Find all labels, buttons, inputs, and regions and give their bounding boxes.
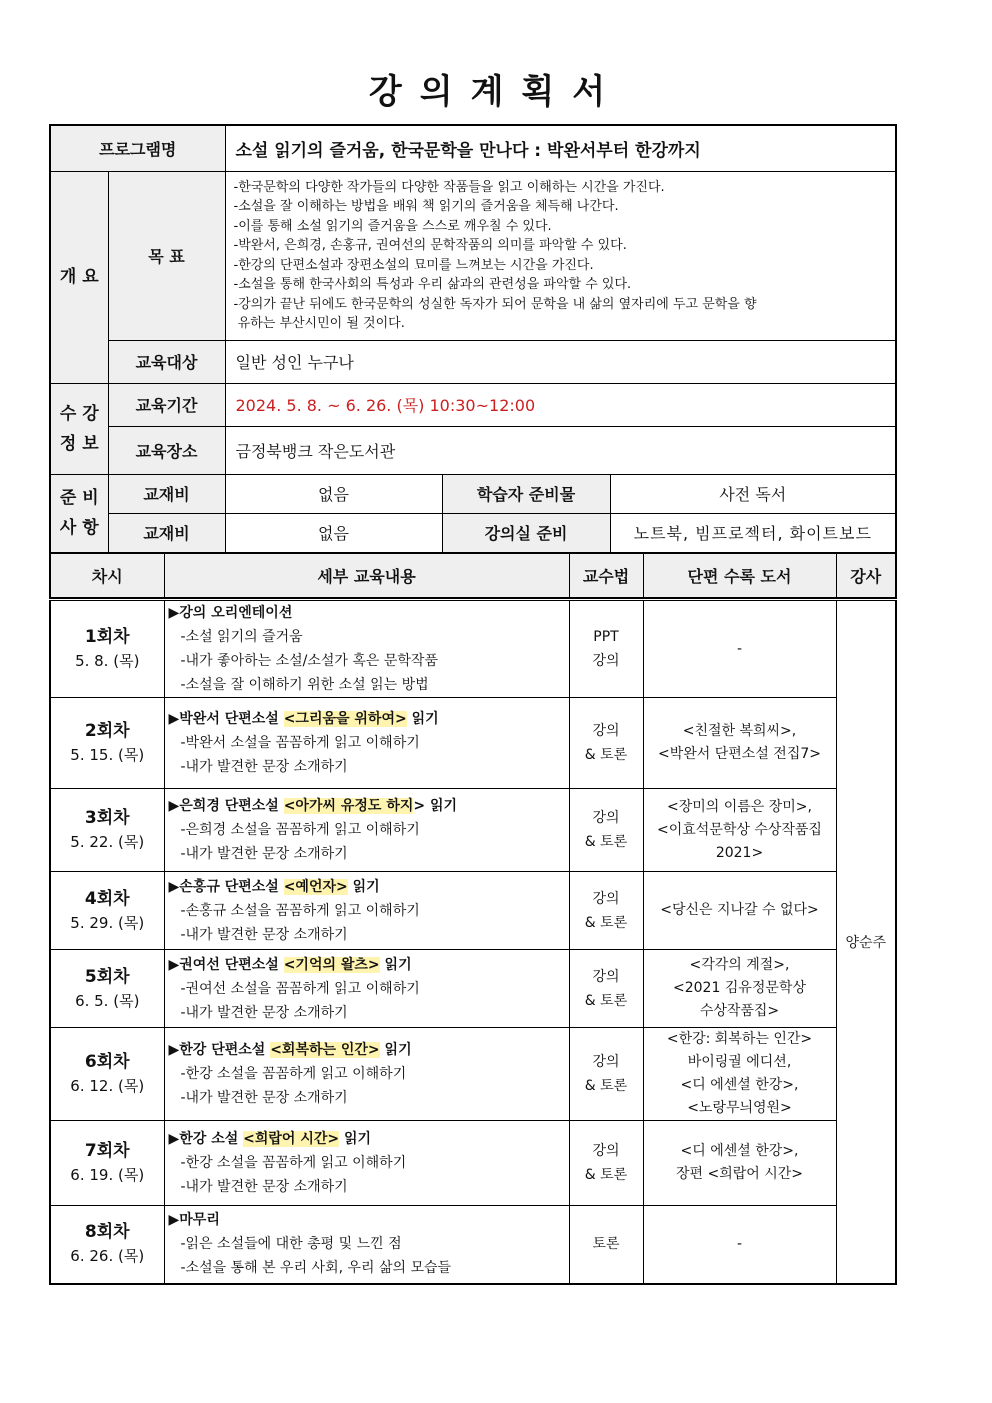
- goal-item: -이를 통해 소설 읽기의 즐거움을 스스로 깨우칠 수 있다.: [233, 218, 552, 234]
- session-cell: [50, 1028, 164, 1121]
- method-line: 토론: [592, 1236, 620, 1253]
- book-line: <디 에센셜 한강>,: [680, 1077, 799, 1093]
- header-books: 단편 수록 도서: [643, 554, 836, 598]
- session-date: 6. 5. (목): [75, 991, 140, 1010]
- book-line: <디 에센셜 한강>,: [680, 1143, 799, 1159]
- work-title: <그리움을 위하여>: [283, 711, 407, 727]
- session-number: 3회차: [84, 808, 130, 828]
- table-row: [50, 1121, 896, 1206]
- session-cell: [50, 872, 164, 950]
- content-item: -내가 발견한 문장 소개하기: [180, 1179, 348, 1195]
- goal-item: -소설을 통해 한국사회의 특성과 우리 삶과의 관련성을 파악할 수 있다.: [233, 277, 632, 292]
- book-line: 장편 <희랍어 시간>: [675, 1166, 804, 1182]
- content-item: -소설 읽기의 즐거움: [180, 629, 303, 645]
- content-cell: [164, 698, 569, 789]
- learner-supplies-label: 학습자 준비물: [442, 474, 610, 513]
- session-cell: [50, 600, 164, 698]
- session-cell: [50, 789, 164, 872]
- session-cell: [50, 950, 164, 1028]
- method-cell: [569, 872, 643, 950]
- material-fee-value: 없음: [225, 474, 442, 513]
- method-line: & 토론: [584, 747, 628, 763]
- heading-suffix: 읽기: [379, 956, 412, 973]
- program-label: 프로그램명: [50, 125, 225, 171]
- content-cell: [164, 1121, 569, 1206]
- method-line: 강의: [592, 1143, 620, 1159]
- session-date: 6. 26. (목): [70, 1247, 145, 1266]
- goal-list: [225, 171, 896, 340]
- method-line: & 토론: [584, 834, 628, 850]
- work-title: <기억의 왈츠>: [283, 956, 380, 973]
- session-number: 4회차: [84, 888, 130, 909]
- heading-suffix: 읽기: [339, 1131, 372, 1147]
- method-cell: [569, 1206, 643, 1284]
- goal-item: -한국문학의 다양한 작가들의 다양한 작품들을 읽고 이해하는 시간을 가진다.: [233, 179, 665, 195]
- heading-text: 한강 단편소설: [179, 1042, 271, 1058]
- heading-text: 권여선 단편소설: [179, 956, 284, 973]
- content-item: -내가 발견한 문장 소개하기: [180, 1090, 348, 1106]
- session-cell: [50, 698, 164, 789]
- method-line: 강의: [592, 968, 620, 985]
- heading-text: 마무리: [179, 1212, 220, 1229]
- prep-label-line: 사 항: [59, 518, 99, 538]
- session-number: 1회차: [84, 627, 130, 647]
- classroom-prep-value: 노트북, 빔프로젝터, 화이트보드: [610, 513, 896, 552]
- session-cell: [50, 1121, 164, 1206]
- session-date: 5. 15. (목): [70, 746, 145, 764]
- book-line: 수상작품집>: [699, 1003, 780, 1019]
- books-cell: [643, 789, 836, 872]
- table-row: [50, 950, 896, 1028]
- content-item: -소설을 잘 이해하기 위한 소설 읽는 방법: [180, 677, 429, 693]
- method-cell: [569, 600, 643, 698]
- header-lecturer: 강사: [836, 554, 896, 598]
- method-cell: [569, 1028, 643, 1121]
- target-value: 일반 성인 누구나: [225, 340, 896, 383]
- page-title: 강의계획서: [368, 72, 624, 112]
- material-fee-value: 없음: [225, 513, 442, 552]
- books-cell: [643, 1121, 836, 1206]
- book-line: <당신은 지나갈 수 없다>: [660, 902, 819, 918]
- content-cell: [164, 600, 569, 698]
- session-number: 7회차: [84, 1141, 130, 1161]
- book-line: 2021>: [715, 844, 764, 861]
- content-item: -읽은 소설들에 대한 총평 및 느낀 점: [180, 1236, 402, 1253]
- table-row: [50, 698, 896, 789]
- session-date: 6. 12. (목): [70, 1077, 145, 1095]
- heading-text: 손홍규 단편소설: [179, 878, 284, 895]
- content-item: -박완서 소설을 꼼꼼하게 읽고 이해하기: [180, 735, 420, 751]
- prep-label: [50, 474, 108, 552]
- content-item: -내가 발견한 문장 소개하기: [180, 1004, 348, 1021]
- content-item: -한강 소설을 꼼꼼하게 읽고 이해하기: [180, 1155, 407, 1171]
- heading-suffix: 읽기: [347, 878, 380, 895]
- enroll-label: [50, 383, 108, 474]
- content-cell: [164, 1206, 569, 1284]
- lecturer-cell: 양순주: [836, 600, 896, 1284]
- method-line: & 토론: [584, 992, 628, 1009]
- content-heading: ▶한강 소설 <희랍어 시간> 읽기: [168, 1131, 372, 1147]
- content-heading: ▶강의 오리엔테이션: [168, 605, 293, 621]
- content-cell: [164, 789, 569, 872]
- header-content: 세부 교육내용: [164, 554, 569, 598]
- program-title: 소설 읽기의 즐거움, 한국문학을 만나다 : 박완서부터 한강까지: [225, 125, 896, 171]
- method-line: 강의: [592, 810, 620, 826]
- session-date: 5. 8. (목): [75, 652, 140, 670]
- classroom-prep-label: 강의실 준비: [442, 513, 610, 552]
- goal-label: 목 표: [108, 171, 225, 340]
- schedule-table: [49, 598, 897, 1285]
- book-line: <박완서 단편소설 전집7>: [658, 746, 821, 762]
- content-item: -내가 발견한 문장 소개하기: [180, 926, 348, 943]
- session-number: 6회차: [84, 1052, 130, 1072]
- place-label: 교육장소: [108, 426, 225, 474]
- method-line: 강의: [592, 653, 620, 669]
- content-heading: ▶박완서 단편소설 <그리움을 위하여> 읽기: [168, 711, 439, 727]
- book-line: <이효석문학상 수상작품집: [657, 821, 822, 838]
- session-number: 5회차: [84, 966, 130, 987]
- work-title: <아가씨 유정도 하지: [283, 798, 414, 814]
- heading-suffix: > 읽기: [413, 798, 458, 814]
- content-item: -한강 소설을 꼼꼼하게 읽고 이해하기: [180, 1066, 407, 1082]
- table-row: [50, 872, 896, 950]
- method-cell: [569, 698, 643, 789]
- books-cell: [643, 1206, 836, 1284]
- table-row: [50, 789, 896, 872]
- heading-suffix: 읽기: [379, 1042, 412, 1058]
- content-heading: ▶권여선 단편소설 <기억의 왈츠> 읽기: [168, 956, 412, 973]
- books-cell: [643, 698, 836, 789]
- material-fee-label: 교재비: [108, 513, 225, 552]
- work-title: <예언자>: [283, 878, 348, 895]
- book-line: <노랑무늬영원>: [687, 1100, 792, 1116]
- heading-text: 박완서 단편소설: [179, 711, 284, 727]
- books-cell: [643, 950, 836, 1028]
- book-line: <각각의 계절>,: [689, 957, 790, 973]
- book-line: 바이링궐 에디션,: [687, 1054, 792, 1070]
- book-line: -: [736, 640, 743, 657]
- content-heading: ▶마무리: [168, 1212, 220, 1229]
- content-heading: ▶손홍규 단편소설 <예언자> 읽기: [168, 878, 380, 895]
- session-date: 5. 29. (목): [70, 913, 145, 932]
- content-heading: ▶은희경 단편소설 <아가씨 유정도 하지> 읽기: [168, 798, 458, 814]
- session-number: 8회차: [84, 1222, 130, 1243]
- book-line: <한강: 회복하는 인간>: [666, 1031, 813, 1047]
- work-title: <회복하는 인간>: [270, 1042, 380, 1058]
- method-line: & 토론: [584, 1167, 628, 1183]
- heading-text: 은희경 단편소설: [179, 798, 284, 814]
- session-number: 2회차: [84, 721, 130, 741]
- book-line: -: [736, 1235, 743, 1252]
- method-cell: [569, 789, 643, 872]
- content-item: -내가 발견한 문장 소개하기: [180, 759, 348, 775]
- content-item: -내가 좋아하는 소설/소설가 혹은 문학작품: [180, 653, 438, 669]
- goal-item: -강의가 끝난 뒤에도 한국문학의 성실한 독자가 되어 문학을 내 삶의 옆자리에 두고 문학을 향: [233, 296, 757, 312]
- method-line: 강의: [592, 890, 620, 907]
- table-row: [50, 1028, 896, 1121]
- content-heading: ▶한강 단편소설 <회복하는 인간> 읽기: [168, 1042, 412, 1058]
- enroll-label-line: 정 보: [59, 433, 99, 454]
- goal-item: -소설을 잘 이해하는 방법을 배워 책 읽기의 즐거움을 체득해 나간다.: [233, 199, 619, 214]
- enroll-label-line: 수 강: [59, 403, 99, 424]
- info-table: [49, 124, 897, 553]
- books-cell: [643, 872, 836, 950]
- book-line: <친절한 복희씨>,: [682, 723, 797, 739]
- heading-text: 강의 오리엔테이션: [179, 605, 293, 621]
- session-date: 6. 19. (목): [70, 1166, 145, 1184]
- books-cell: [643, 1028, 836, 1121]
- schedule-header: [49, 553, 897, 598]
- method-cell: [569, 1121, 643, 1206]
- book-line: <장미의 이름은 장미>,: [666, 798, 812, 815]
- content-item: -은희경 소설을 꼼꼼하게 읽고 이해하기: [180, 822, 420, 838]
- method-line: 강의: [592, 1054, 620, 1070]
- content-cell: [164, 1028, 569, 1121]
- content-item: -내가 발견한 문장 소개하기: [180, 846, 348, 862]
- period-value: 2024. 5. 8. ~ 6. 26. (목) 10:30~12:00: [225, 383, 896, 426]
- content-item: -소설을 통해 본 우리 사회, 우리 삶의 모습들: [180, 1260, 452, 1277]
- table-row: [50, 600, 896, 698]
- goal-item: -박완서, 은희경, 손홍규, 권여선의 문학작품의 의미를 파악할 수 있다.: [233, 238, 627, 253]
- book-line: <2021 김유정문학상: [673, 980, 806, 996]
- method-line: PPT: [593, 629, 619, 645]
- table-row: [50, 1206, 896, 1284]
- method-line: 강의: [592, 723, 620, 739]
- session-date: 5. 22. (목): [70, 833, 145, 851]
- content-cell: [164, 872, 569, 950]
- prep-label-line: 준 비: [59, 488, 99, 508]
- method-line: & 토론: [584, 1078, 628, 1094]
- method-line: & 토론: [584, 914, 628, 931]
- method-cell: [569, 950, 643, 1028]
- heading-text: 한강 소설: [179, 1131, 244, 1147]
- target-label: 교육대상: [108, 340, 225, 383]
- header-session: 차시: [50, 554, 164, 598]
- place-value: 금정북뱅크 작은도서관: [225, 426, 896, 474]
- content-item: -권여선 소설을 꼼꼼하게 읽고 이해하기: [180, 980, 420, 997]
- books-cell: [643, 600, 836, 698]
- learner-supplies-value: 사전 독서: [610, 474, 896, 513]
- period-label: 교육기간: [108, 383, 225, 426]
- header-method: 교수법: [569, 554, 643, 598]
- heading-suffix: 읽기: [406, 711, 439, 727]
- overview-label: 개 요: [50, 171, 108, 383]
- session-cell: [50, 1206, 164, 1284]
- work-title: <희랍어 시간>: [243, 1131, 340, 1147]
- goal-item: 유하는 부산시민이 될 것이다.: [233, 316, 405, 331]
- goal-item: -한강의 단편소설과 장편소설의 묘미를 느껴보는 시간을 가진다.: [233, 257, 594, 273]
- content-item: -손홍규 소설을 꼼꼼하게 읽고 이해하기: [180, 902, 420, 919]
- material-fee-label: 교재비: [108, 474, 225, 513]
- content-cell: [164, 950, 569, 1028]
